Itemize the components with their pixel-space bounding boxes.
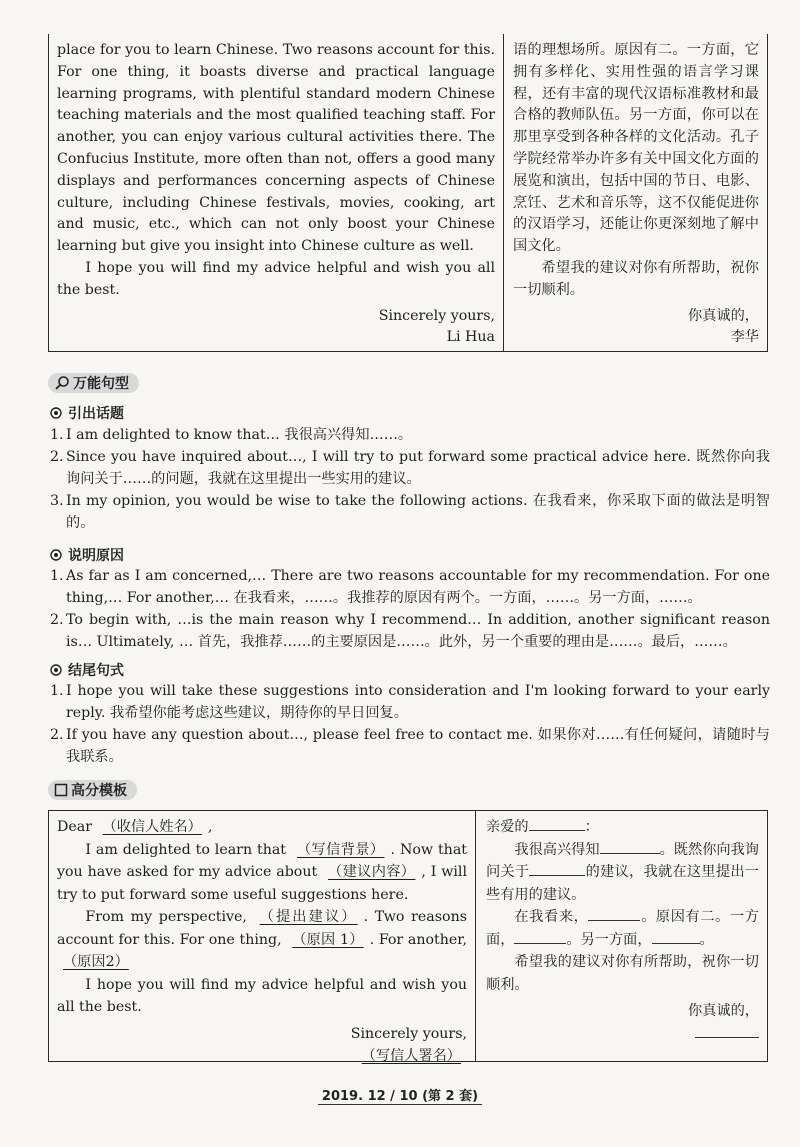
text: 我很高兴得知 [514, 841, 600, 858]
issue-label: 2019. 12 / 10 (第 2 套) [318, 1089, 482, 1105]
letter-english-name: Li Hua [446, 329, 495, 346]
item-number: 2. [50, 449, 64, 465]
blank-line [695, 1023, 759, 1038]
sentence-item [50, 446, 770, 490]
letter-english-body: place for you to learn Chinese. Two reasons account for this. For one thing, it boasts diverse and practical language learning programs, with plentiful standard modern Chinese teaching materials and the most qualified teaching staff. For another, you can enjoy various cultural activities there. The Confucius Institute, more often than not, offers a good many displays and performances concerning aspects of Chinese culture, including Chinese festivals, movies, cooking, art and music, etc., which can not only boost your Chinese learning but give you insight into Chinese culture as well. [57, 42, 495, 255]
greeting-text: 亲爱的 [486, 819, 529, 835]
sentence-item [50, 724, 770, 768]
template-en-paragraph-2 [57, 906, 467, 974]
sample-letter-box [48, 34, 768, 352]
section-header-template-label: 高分模板 [71, 783, 127, 799]
bullet-icon [50, 664, 62, 676]
item-text: I hope you will take these suggestions into consideration and I'm looking forward to your early reply. 我希望你能考虑这些建议，期待你的早日回复。 [66, 683, 770, 721]
item-number: 1. [50, 568, 64, 584]
letter-chinese-closing: 希望我的建议对你有所帮助，祝你一切顺利。 [513, 259, 759, 298]
placeholder-recipient: （收信人姓名） [102, 819, 202, 835]
group-title-label: 结尾句式 [68, 663, 124, 679]
group-title-closing [50, 660, 124, 680]
placeholder-background: （写信背景） [296, 841, 385, 858]
template-en-paragraph-1 [57, 839, 467, 907]
text: , I will try to put forward some useful suggestions here. [57, 864, 467, 903]
item-number: 3. [50, 493, 64, 509]
template-en-greeting: Dear （收信人姓名） , [57, 819, 213, 835]
item-text: If you have any question about…, please feel free to contact me. 如果你对……有任何疑问，请随时与我联系。 [66, 727, 770, 765]
blank-line [529, 816, 585, 831]
text: I am delighted to learn that [85, 841, 287, 858]
sentence-item [50, 680, 770, 724]
template-zh-paragraph-2: 在我看来， 。原因有二。一方面， 。另一方面， 。 [486, 906, 759, 951]
page-footer [0, 1085, 800, 1104]
text: 。另一方面， [566, 931, 652, 948]
item-number: 1. [50, 683, 64, 699]
placeholder-signature: （写信人署名） [361, 1048, 461, 1064]
section-header-template [48, 780, 137, 800]
template-english [49, 811, 476, 1064]
item-number: 2. [50, 612, 64, 628]
text: 。原因有二。一方面， [486, 909, 759, 948]
placeholder-suggestion: （提出建议） [259, 909, 358, 925]
template-zh-paragraph-1 [486, 839, 759, 907]
bullet-icon [50, 407, 62, 419]
blank-line [600, 839, 660, 854]
template-zh-greeting: 亲爱的 ： [486, 816, 759, 839]
item-number: 1. [50, 427, 64, 443]
sentence-item [50, 609, 770, 653]
template-en-sign-off: Sincerely yours, [350, 1025, 467, 1042]
group-title-label: 说明原因 [68, 548, 124, 564]
greeting-text: Dear [57, 819, 93, 835]
item-number: 2. [50, 727, 64, 743]
sentence-item [50, 424, 770, 446]
blank-line [514, 929, 566, 944]
section-header-sentences-label: 万能句型 [73, 376, 129, 392]
template-box [48, 810, 768, 1062]
template-en-signature-line [57, 1045, 467, 1068]
template-zh-sign-off: 你真诚的， [688, 1003, 759, 1019]
bullet-icon [50, 549, 62, 561]
letter-chinese [504, 34, 767, 351]
placeholder-advice-topic: （建议内容） [328, 864, 416, 880]
text: 在我看来， [514, 909, 589, 925]
letter-chinese-body: 语的理想场所。原因有二。一方面，它拥有多样化、实用性强的语言学习课程，还有丰富的现代汉语标准教材和最合格的教师队伍。另一方面，你可以在那里享受到各种各样的文化活动。孔子学院经常举办许多有关中国文化方面的展览和演出，包括中国的节日、电影、烹饪、艺术和音乐等，这不仅能促进你的汉语学习，还能让你更深刻地了解中国文化。 [513, 42, 759, 255]
document-icon [54, 783, 68, 797]
blank-line [652, 929, 700, 944]
letter-english-closing: I hope you will find my advice helpful and wish you all the best. [57, 259, 495, 298]
letter-chinese-name: 李华 [730, 329, 759, 346]
placeholder-reason-2: （原因2） [63, 954, 129, 970]
item-text: Since you have inquired about…, I will try to put forward some practical advice here. 既然你向我询问关于……的问题，我就在这里提出一些实用的建议。 [66, 449, 770, 487]
template-chinese [476, 811, 767, 1061]
text: . Now that you have asked for my advice about [57, 841, 467, 880]
text: . Two reasons account for this. For one thing, [57, 909, 467, 948]
section-header-sentences [48, 373, 139, 393]
group-title-introduce [50, 403, 124, 423]
template-zh-signature-line [486, 1023, 759, 1046]
letter-english-sign-off: Sincerely yours, [378, 307, 495, 324]
search-icon [54, 375, 70, 391]
template-en-paragraph-3: I hope you will find my advice helpful and wish you all the best. [57, 976, 467, 1015]
letter-chinese-sign-off: 你真诚的， [688, 307, 759, 324]
blank-line [529, 861, 585, 876]
item-text: To begin with, …is the main reason why I recommend… In addition, another significant reason is… Ultimately, … 首先，我推荐……的主要原因是……。此外，另一个重要的理由是……。最后，……。 [66, 612, 770, 650]
text: 。既然你向我询问关于 [486, 841, 759, 880]
item-text: I am delighted to know that… 我很高兴得知……。 [66, 427, 413, 443]
group-title-reasons [50, 545, 124, 565]
placeholder-reason-1: （原因 1） [292, 931, 364, 948]
text: From my perspective, [85, 909, 247, 925]
sentence-item [50, 565, 770, 609]
text: . For another, [369, 931, 467, 948]
group-title-label: 引出话题 [68, 406, 124, 422]
item-text: As far as I am concerned,… There are two reasons accountable for my recommendation. For one thing,… For another,… 在我看来，……。我推荐的原因有两个。一方面，……。另一方面，……。 [66, 568, 770, 606]
text: 的建议，我就在这里提出一些有用的建议。 [486, 864, 759, 903]
blank-line [588, 906, 640, 921]
sentence-item [50, 490, 770, 534]
letter-english [49, 34, 504, 351]
template-zh-paragraph-3: 希望我的建议对你有所帮助，祝你一切顺利。 [486, 954, 759, 993]
item-text: In my opinion, you would be wise to take the following actions. 在我看来，你采取下面的做法是明智的。 [66, 493, 770, 531]
